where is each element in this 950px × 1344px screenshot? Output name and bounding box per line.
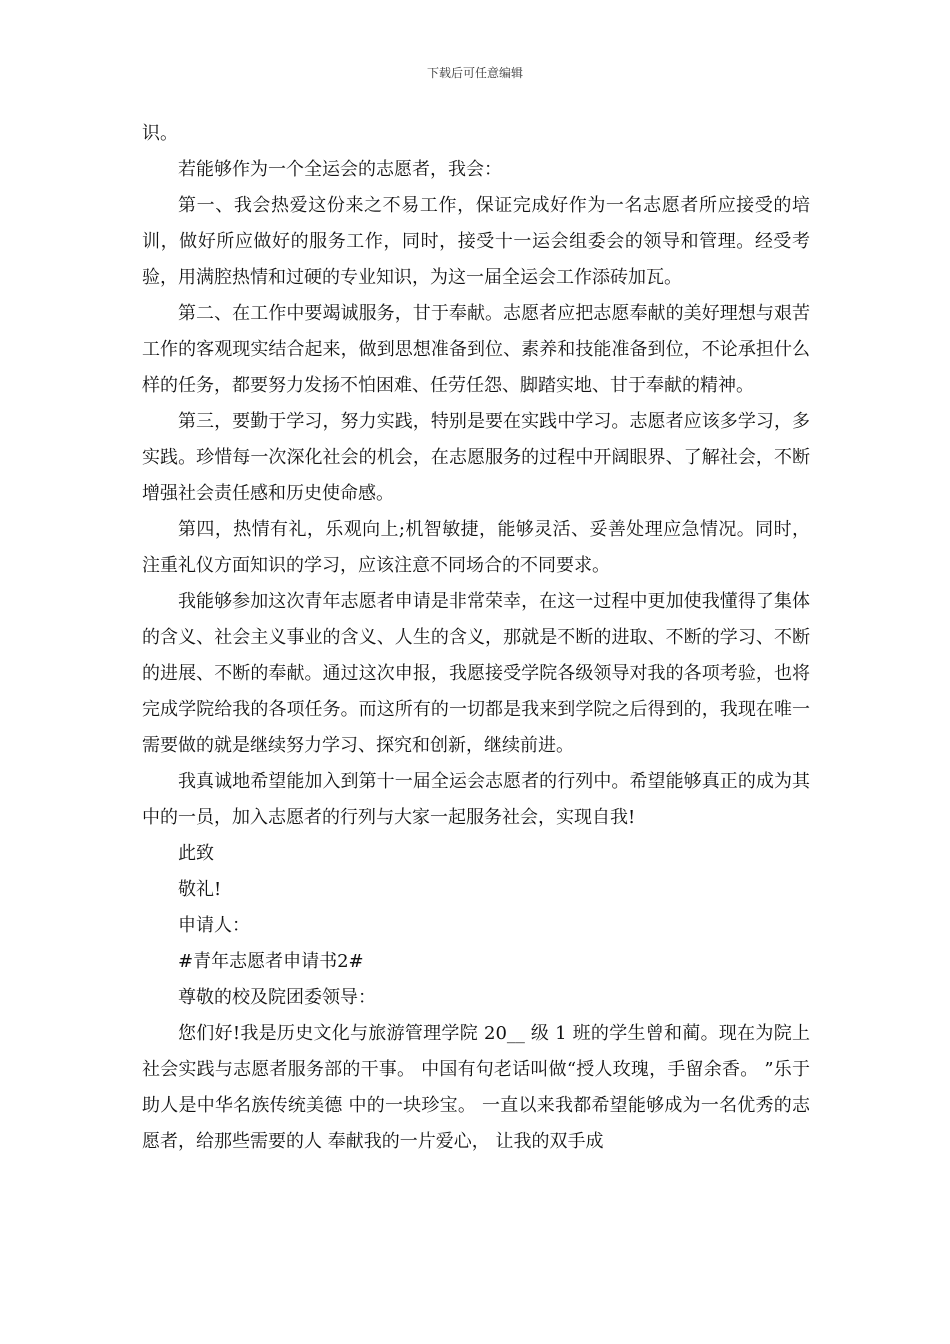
paragraph: 您们好!我是历史文化与旅游管理学院 20__ 级 1 班的学生曾和蔺。现在为院上社会实践与志愿者服务部的干事。 中国有句老话叫做“授人玫瑰，手留余香。 ”乐于助人是中华名族传统美德 中的一块珍宝。 一直以来我都希望能够成为一名优秀的志愿者，给那些需要的人 奉献我的一片爱心， 让我的双手成 — [142, 1023, 810, 1152]
paragraph: 我能够参加这次青年志愿者申请是非常荣幸，在这一过程中更加使我懂得了集体的含义、社会主义事业的含义、人生的含义，那就是不断的进取、不断的学习、不断的进展、不断的奉献。通过这次申报，我愿接受学院各级领导对我的各项考验，也将完成学院给我的各项任务。而这所有的一切都是我来到学院之后得到的，我现在唯一需要做的就是继续努力学习、探究和创新，继续前进。 — [142, 591, 810, 756]
signature-line: 申请人： — [178, 915, 250, 936]
paragraph: 第四，热情有礼，乐观向上;机智敏捷，能够灵活、妥善处理应急情况。同时，注重礼仪方面知识的学习，应该注意不同场合的不同要求。 — [142, 519, 810, 576]
paragraph: 第一、我会热爱这份来之不易工作，保证完成好作为一名志愿者所应接受的培训，做好所应做好的服务工作，同时，接受十一运会组委会的领导和管理。经受考验，用满腔热情和过硬的专业知识，为这一届全运会工作添砖加瓦。 — [142, 195, 810, 288]
paragraph: 第三，要勤于学习，努力实践，特别是要在实践中学习。志愿者应该多学习，多实践。珍惜每一次深化社会的机会，在志愿服务的过程中开阔眼界、了解社会，不断增强社会责任感和历史使命感。 — [142, 411, 810, 504]
paragraph: 第二、在工作中要竭诚服务，甘于奉献。志愿者应把志愿奉献的美好理想与艰苦工作的客观现实结合起来，做到思想准备到位、素养和技能准备到位，不论承担什么样的任务，都要努力发扬不怕困难、任劳任怨、脚踏实地、甘于奉献的精神。 — [142, 303, 810, 396]
closing-line: 敬礼! — [178, 879, 222, 900]
closing-line: 此致 — [178, 843, 214, 864]
paragraph: 识。 — [142, 123, 178, 144]
document-body — [142, 116, 810, 1160]
section-heading: #青年志愿者申请书2# — [178, 951, 364, 972]
paragraph: 若能够作为一个全运会的志愿者，我会： — [178, 159, 502, 180]
page-header: 下载后可任意编辑 — [426, 66, 523, 80]
salutation: 尊敬的校及院团委领导： — [178, 987, 376, 1008]
paragraph: 我真诚地希望能加入到第十一届全运会志愿者的行列中。希望能够真正的成为其中的一员，加入志愿者的行列与大家一起服务社会，实现自我! — [142, 771, 810, 828]
